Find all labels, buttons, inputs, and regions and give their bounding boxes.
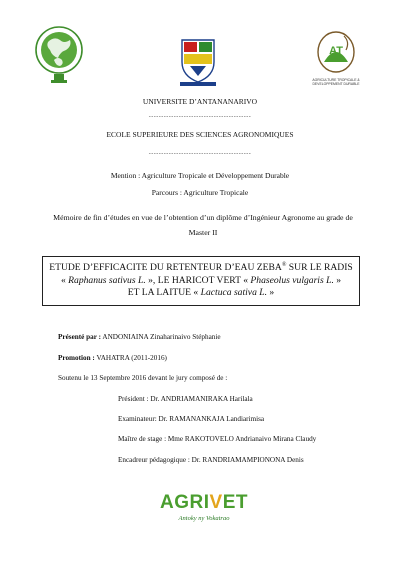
at-mark: AT xyxy=(329,45,343,57)
at-logo-caption: AGRICULTURE TROPICALE & DEVELOPPEMENT DURABLE xyxy=(312,78,360,86)
agrivet-logo xyxy=(146,490,262,530)
title-line-3: ET LA LAITUE « Lactuca sativa L. » xyxy=(127,287,275,299)
jury-member: Maître de stage : Mme RAKOTOVELO Andrianaivo Mirana Claudy xyxy=(118,435,317,443)
thesis-title-box xyxy=(42,256,360,306)
agrivet-wordmark: AGRIVET xyxy=(160,492,248,513)
essa-logo xyxy=(34,20,84,88)
defense-date: Soutenu le 13 Septembre 2016 devant le jury composé de : xyxy=(58,374,228,382)
agriculture-tropicale-logo xyxy=(310,28,362,92)
memoire-statement: Mémoire de fin d’études en vue de l’obtention d’un diplôme d’Ingénieur Agronome au grade de Master II xyxy=(53,213,353,237)
mention-line: Mention : Agriculture Tropicale et Développement Durable xyxy=(110,171,290,180)
title-line-1: ETUDE D’EFFICACITE DU RETENTEUR D’EAU ZEBA® SUR LE RADIS xyxy=(49,262,353,274)
separator-line: ----------------------------------------- xyxy=(148,114,252,120)
school-name: ECOLE SUPERIEURE DES SCIENCES AGRONOMIQUES xyxy=(106,130,294,139)
agrivet-slogan: Antoky ny Vokatrao xyxy=(178,515,230,522)
jury-member: Président : Dr. ANDRIAMANIRAKA Harilala xyxy=(118,395,253,403)
university-crest-logo xyxy=(176,34,220,88)
presented-by: Présenté par : ANDONIAINA Zinaharinaivo Stéphanie xyxy=(58,333,221,341)
parcours-line: Parcours : Agriculture Tropicale xyxy=(151,188,249,197)
jury-member: Encadreur pédagogique : Dr. RANDRIAMAMPIONONA Denis xyxy=(118,456,304,464)
promotion: Promotion : VAHATRA (2011-2016) xyxy=(58,354,167,362)
university-name: UNIVERSITE D’ANTANANARIVO xyxy=(142,97,258,106)
jury-member: Examinateur: Dr. RAMANANKAJA Landiarimisa xyxy=(118,415,265,423)
title-line-2: « Raphanus sativus L. », LE HARICOT VERT « Phaseolus vulgaris L. » xyxy=(60,274,342,286)
separator-line: ----------------------------------------- xyxy=(148,151,252,157)
